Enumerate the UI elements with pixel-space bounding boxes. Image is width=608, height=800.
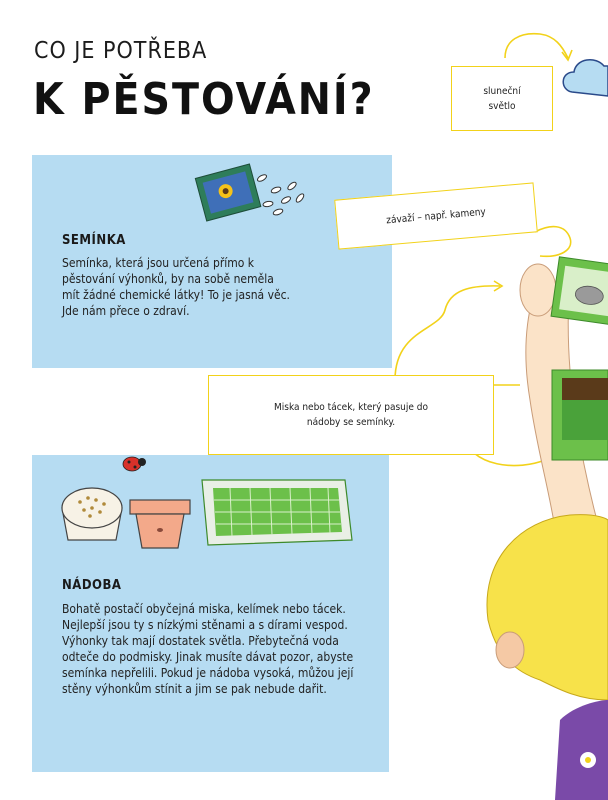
seeds-text: Semínka, která jsou určená přímo k pěstování výhonků, by na sobě neměla mít žádné chemické látky! To je jasná věc. Jde nám přece o zdraví.: [62, 256, 290, 318]
flower-pot-icon: [130, 500, 190, 548]
page-title: K PĚSTOVÁNÍ?: [33, 74, 375, 125]
cup-icon: [62, 488, 122, 540]
dish-label-text: Miska nebo tácek, který pasuje do nádoby se semínky.: [274, 402, 428, 428]
sunlight-label: [451, 66, 553, 131]
ladybug-icon: [123, 457, 146, 471]
seeds-heading: SEMÍNKA: [62, 233, 126, 248]
container-text: Bohatě postačí obyčejná miska, kelímek nebo tácek. Nejlepší jsou ty s nízkými stěnami a s dírami vespod. Výhonky tak mají dostatek světla. Přebytečná voda odteče do podmisky. Jinak musíte dávat pozor, abyste semínka nepřelili. Pokud je nádoba vysoká, můžou její stěny výhonkům stínit a jim se pak nebude dařit.: [62, 602, 354, 696]
green-tray-icon: [202, 480, 352, 545]
seeds-icon: [256, 173, 305, 216]
sunlight-label-text: sluneční světlo: [483, 85, 521, 112]
cloud-icon: [563, 60, 608, 96]
seed-packet-icon: [195, 164, 260, 221]
page-subtitle: CO JE POTŘEBA: [34, 38, 208, 64]
container-heading: NÁDOBA: [62, 578, 122, 593]
weight-label-text: závaží – např. kameny: [385, 206, 487, 226]
soil-tray-icon: [552, 370, 608, 460]
girl-illustration: [487, 515, 608, 800]
dish-label: [208, 375, 494, 455]
stone-tray-icon: [551, 257, 608, 325]
